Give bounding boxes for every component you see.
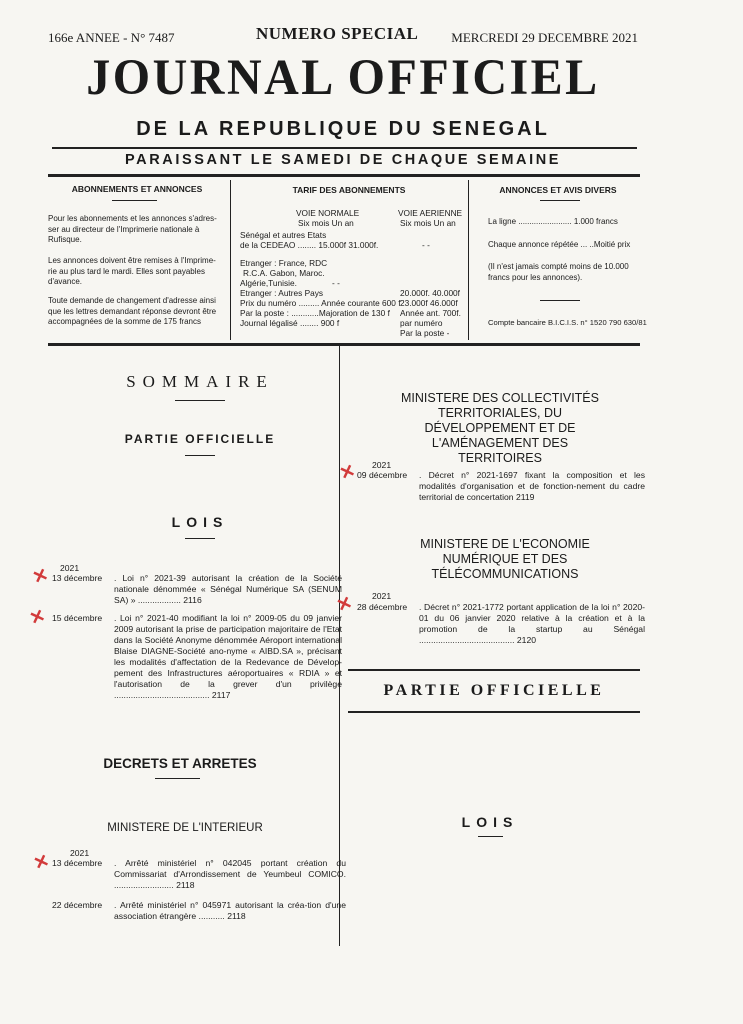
issue-date: MERCREDI 29 DECEMBRE 2021 xyxy=(451,30,638,45)
int-entry-1 xyxy=(52,858,347,898)
red-check-mark: ✕ xyxy=(333,592,355,617)
int-1-text: . Arrêté ministériel n° 042045 portant création du Commissariat d'Arrondissement de Yeumbeul COMICO. ......................... 2118 xyxy=(114,858,346,890)
annonces-ligne: La ligne ........................ 1.000 francs xyxy=(488,217,618,226)
partie-underline xyxy=(185,455,215,456)
header-rule xyxy=(48,174,640,177)
tarif-row2b: R.C.A. Gabon, Maroc. xyxy=(243,268,325,278)
int-2-date: 22 décembre xyxy=(52,900,103,910)
right-lois-title: LOIS xyxy=(461,814,519,830)
int-2-text: . Arrêté ministériel n° 045971 autorisant la créa-tion d'une association étrangère ........... 2118 xyxy=(114,900,346,921)
tarif-col1-sub: Six mois Un an xyxy=(298,218,354,228)
tarif-table xyxy=(240,208,468,338)
tarif-col2-sub: Six mois Un an xyxy=(400,218,456,228)
abonnements-underline xyxy=(112,200,157,201)
annonces-note: (Il n'est jamais compté moins de 10.000 francs pour les annonces). xyxy=(488,262,629,282)
tarif-row4b: Année ant. 700f. xyxy=(400,308,461,318)
sommaire-underline xyxy=(175,400,225,401)
abonnements-title: ABONNEMENTS ET ANNONCES xyxy=(71,184,203,194)
coll-1-date: 09 décembre xyxy=(357,470,408,480)
min-interieur-title: MINISTERE DE L'INTERIEUR xyxy=(107,822,263,834)
eco-entry-1 xyxy=(357,602,647,652)
eco-year: 2021 xyxy=(372,591,392,601)
tarif-row3b: 23.000f 46.000f xyxy=(400,298,458,308)
decrets-title: DECRETS ET ARRETES xyxy=(103,756,257,771)
subtitle-rule xyxy=(52,147,637,149)
abonnements-p3: Toute demande de changement d'adresse ainsi que les lettres demandant réponse devront être accompagnées de la somme de 175 francs xyxy=(48,296,217,326)
tarif-row2e: 20.000f. 40.000f xyxy=(400,288,460,298)
abonnements-p2: Les annonces doivent être remises à l'Imprime-rie au plus tard le mardi. Elles sont payables d'avance. xyxy=(48,256,216,286)
annonces-title: ANNONCES ET AVIS DIVERS xyxy=(499,185,617,195)
decrets-underline xyxy=(155,778,200,779)
annonces-repetee: Chaque annonce répétée ... ..Moitié prix xyxy=(488,240,631,249)
coll-1-text: . Décret n° 2021-1697 fixant la composition et les modalités d'organisation et de fonction-nement du cadre territorial de concertation 2119 xyxy=(419,470,645,502)
tarif-row5a: Par la poste : ............Majoration de 130 f xyxy=(240,308,390,318)
coll-year: 2021 xyxy=(372,460,392,470)
red-check-mark: ✕ xyxy=(30,850,52,875)
box-divider-2 xyxy=(468,180,469,340)
sommaire-title: SOMMAIRE xyxy=(126,372,274,391)
sommaire-partie: PARTIE OFFICIELLE xyxy=(124,432,276,446)
right-rule-bottom xyxy=(348,711,640,713)
sommaire-lois: LOIS xyxy=(171,514,229,530)
tarif-row1c: - - xyxy=(422,240,430,250)
lois-year: 2021 xyxy=(60,563,80,573)
tarif-row6a: Journal légalisé ........ 900 f xyxy=(240,318,340,328)
loi-1-text: . Loi n° 2021-39 autorisant la création de la Société nationale dénommée « Sénégal Numérique SA (SENUM SA) » .................. 2116 xyxy=(114,573,342,605)
tarif-row3a: Etranger : Autres Pays xyxy=(240,288,324,298)
loi-2-text: . Loi n° 2021-40 modifiant la loi n° 2009-05 du 09 janvier 2009 autorisant la prise de participation majoritaire de l'Etat dans la Société Anonyme dénommée Aéroport international Blaise DIAGNE-Société ano-nyme « AIBD.SA », précisant les modalités d'affectation de la Redevance de Dévelop-pement des Infrastructures aéroportuaires « RDIA » et l'autorisation de la grever d'un privilège ........................................ 2117 xyxy=(114,613,342,700)
tarif-row1b: de la CEDEAO ........ 15.000f 31.000f. xyxy=(240,240,379,250)
tarif-row5b: par numéro xyxy=(400,318,443,328)
annonces-compte: Compte bancaire B.I.C.I.S. n° 1520 790 630/81 xyxy=(488,318,647,327)
journal-frequency: PARAISSANT LE SAMEDI DE CHAQUE SEMAINE xyxy=(124,152,562,168)
abonnements-p1: Pour les abonnements et les annonces s'adres-ser au directeur de l'Imprimerie nationale à Rufisque. xyxy=(48,214,217,244)
lois-underline xyxy=(185,538,215,539)
tarif-col1: VOIE NORMALE xyxy=(296,208,360,218)
tarif-row6b: Par la poste - xyxy=(400,328,450,338)
tarif-row2c: Algérie,Tunisie. xyxy=(240,278,297,288)
coll-entry-1 xyxy=(357,470,647,510)
special-label: NUMERO SPECIAL xyxy=(256,24,419,43)
right-lois-underline xyxy=(478,836,503,837)
right-rule-top xyxy=(348,669,640,671)
tarif-row1a: Sénégal et autres Etats xyxy=(240,230,327,240)
eco-1-date: 28 décembre xyxy=(357,602,408,612)
red-check-mark: ✕ xyxy=(29,564,51,589)
min-economie-title: MINISTERE DE L'ECONOMIE NUMÉRIQUE ET DES TÉLÉCOMMUNICATIONS xyxy=(420,537,590,581)
eco-1-text: . Décret n° 2021-1772 portant application de la loi n° 2020-01 du 06 janvier 2020 relative à la création et à la promotion de la startup au Sénégal ........................................ 2120 xyxy=(419,602,645,645)
loi-2-date: 15 décembre xyxy=(52,613,103,623)
min-collectivites-title: MINISTERE DES COLLECTIVITÉS TERRITORIALES, DU DÉVELOPPEMENT ET DE L'AMÉNAGEMENT DES TERRITOIRES xyxy=(401,391,599,465)
red-check-mark: ✕ xyxy=(26,605,48,630)
loi-1-date: 13 décembre xyxy=(52,573,103,583)
tarif-col2: VOIE AERIENNE xyxy=(398,208,463,218)
journal-title: JOURNAL OFFICIEL xyxy=(86,49,600,106)
tarif-title: TARIF DES ABONNEMENTS xyxy=(292,185,406,195)
box-divider-1 xyxy=(230,180,231,340)
loi-entry-2 xyxy=(52,613,347,753)
journal-subtitle: DE LA REPUBLIQUE DU SENEGAL xyxy=(136,118,550,140)
loi-entry-1 xyxy=(52,573,347,613)
annonces-underline xyxy=(540,200,580,201)
tarif-row4a: Prix du numéro ......... Année courante 600 f xyxy=(240,298,401,308)
int-1-date: 13 décembre xyxy=(52,858,103,868)
int-year: 2021 xyxy=(70,848,90,858)
red-check-mark: ✕ xyxy=(336,460,358,485)
int-entry-2 xyxy=(52,900,347,930)
annonces-sep xyxy=(540,300,580,301)
tarif-row2a: Etranger : France, RDC xyxy=(240,258,328,268)
issue-number: 166e ANNEE - N° 7487 xyxy=(48,30,175,45)
bleed-through-right xyxy=(350,730,640,930)
right-partie-title: PARTIE OFFICIELLE xyxy=(383,682,605,699)
tarif-row2d: - - xyxy=(332,278,340,288)
boxes-bottom-rule xyxy=(48,343,640,346)
